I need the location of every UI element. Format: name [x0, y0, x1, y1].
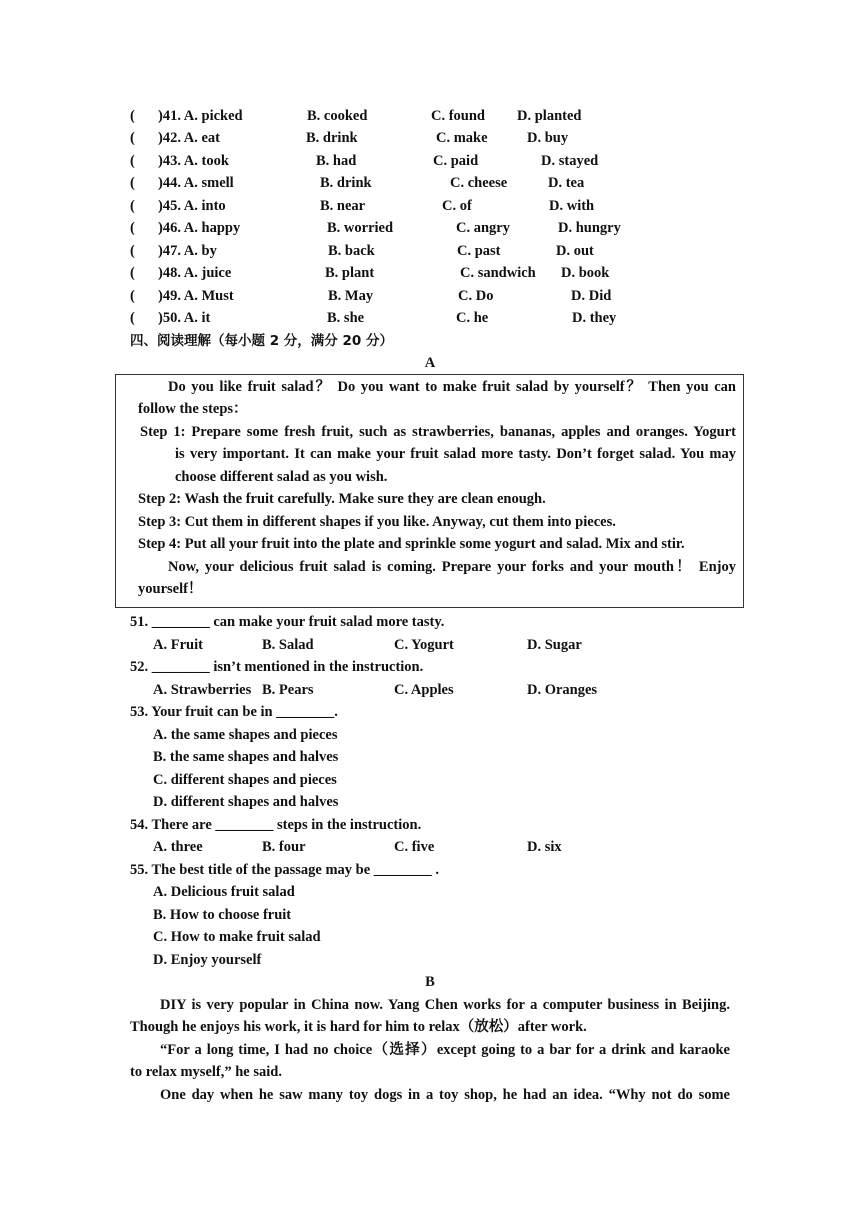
passage-b-line: DIY is very popular in China now. Yang Chen works for a computer business in Beijing.	[160, 997, 730, 1013]
passage-a-step-4: Step 4: Put all your fruit into the plate and sprinkle some yogurt and salad. Mix and stir.	[138, 536, 685, 552]
cloze-row-42	[130, 127, 730, 150]
passage-b-line: Though he enjoys his work, it is hard for him to relax（放松）after work.	[130, 1019, 587, 1035]
option-c: C. of	[442, 198, 472, 214]
question-51-option-d: D. Sugar	[527, 637, 582, 653]
option-d: D. with	[549, 198, 595, 214]
answer-bracket: (	[130, 220, 135, 236]
option-c: C. make	[436, 130, 488, 146]
question-number-option-a: )49. A. Must	[158, 288, 234, 304]
answer-bracket: (	[130, 288, 135, 304]
option-c: C. past	[457, 243, 501, 259]
passage-a-line: choose different salad as you wish.	[175, 469, 388, 485]
passage-a-line: follow the steps：	[138, 401, 248, 417]
cloze-row-43	[130, 150, 730, 173]
section-heading: 四、阅读理解（每小题 2 分，满分 20 分）	[130, 333, 393, 349]
question-53-option-d: D. different shapes and halves	[153, 794, 339, 810]
passage-b-line: to relax myself,” he said.	[130, 1064, 282, 1080]
option-b: B. worried	[327, 220, 394, 236]
question-number-option-a: )43. A. took	[158, 153, 229, 169]
question-52-option-c: C. Apples	[394, 682, 454, 698]
question-53-option-c: C. different shapes and pieces	[153, 772, 337, 788]
passage-a-step-3: Step 3: Cut them in different shapes if you like. Anyway, cut them into pieces.	[138, 514, 616, 530]
passage-a-line: Now, your delicious fruit salad is coming. Prepare your forks and your mouth！ Enjoy	[168, 559, 736, 575]
passage-b-label: B	[425, 974, 435, 990]
cloze-row-44	[130, 172, 730, 195]
question-51-stem: 51. ________ can make your fruit salad more tasty.	[130, 614, 445, 630]
cloze-row-49	[130, 285, 730, 308]
question-52-option-d: D. Oranges	[527, 682, 598, 698]
question-55-option-b: B. How to choose fruit	[153, 907, 292, 923]
option-d: D. buy	[527, 130, 569, 146]
question-54-stem: 54. There are ________ steps in the instruction.	[130, 817, 422, 833]
cloze-row-50	[130, 307, 730, 330]
option-d: D. book	[561, 265, 610, 281]
option-b: B. cooked	[307, 108, 368, 124]
question-52-option-b: B. Pears	[262, 682, 314, 698]
question-number-option-a: )41. A. picked	[158, 108, 243, 124]
answer-bracket: (	[130, 310, 135, 326]
passage-a-step-1: Step 1: Prepare some fresh fruit, such as strawberries, bananas, apples and oranges. Yogurt	[140, 424, 736, 440]
option-c: C. he	[456, 310, 489, 326]
option-d: D. Did	[571, 288, 612, 304]
question-51-option-c: C. Yogurt	[394, 637, 454, 653]
cloze-row-48	[130, 262, 730, 285]
question-55-stem: 55. The best title of the passage may be ________ .	[130, 862, 440, 878]
question-number-option-a: )42. A. eat	[158, 130, 221, 146]
question-54-option-d: D. six	[527, 839, 562, 855]
question-54-option-c: C. five	[394, 839, 435, 855]
question-53-option-a: A. the same shapes and pieces	[153, 727, 338, 743]
option-c: C. paid	[433, 153, 479, 169]
cloze-row-45	[130, 195, 730, 218]
answer-bracket: (	[130, 175, 135, 191]
passage-a-line: Do you like fruit salad？ Do you want to make fruit salad by yourself？ Then you can	[168, 379, 736, 395]
option-b: B. May	[328, 288, 374, 304]
question-number-option-a: )45. A. into	[158, 198, 226, 214]
option-b: B. near	[320, 198, 366, 214]
passage-a-label: A	[424, 355, 436, 371]
option-b: B. had	[316, 153, 357, 169]
option-d: D. hungry	[558, 220, 621, 236]
question-number-option-a: )48. A. juice	[158, 265, 232, 281]
answer-bracket: (	[130, 153, 135, 169]
question-53-stem: 53. Your fruit can be in ________.	[130, 704, 338, 720]
option-b: B. drink	[320, 175, 372, 191]
option-b: B. she	[327, 310, 365, 326]
question-55-option-c: C. How to make fruit salad	[153, 929, 321, 945]
passage-a-line: is very important. It can make your fruit salad more tasty. Don’t forget salad. You may	[175, 446, 736, 462]
passage-b-line: “For a long time, I had no choice（选择）except going to a bar for a drink and karaoke	[160, 1042, 730, 1058]
question-number-option-a: )46. A. happy	[158, 220, 241, 236]
answer-bracket: (	[130, 108, 135, 124]
question-number-option-a: )50. A. it	[158, 310, 211, 326]
answer-bracket: (	[130, 198, 135, 214]
cloze-row-47	[130, 240, 730, 263]
question-52-stem: 52. ________ isn’t mentioned in the instruction.	[130, 659, 424, 675]
question-55-option-d: D. Enjoy yourself	[153, 952, 262, 968]
option-d: D. planted	[517, 108, 582, 124]
option-d: D. tea	[548, 175, 585, 191]
question-52-option-a: A. Strawberries	[153, 682, 252, 698]
passage-b-line: One day when he saw many toy dogs in a toy shop, he had an idea. “Why not do some	[160, 1087, 730, 1103]
option-b: B. plant	[325, 265, 375, 281]
cloze-row-41	[130, 105, 730, 128]
question-number-option-a: )44. A. smell	[158, 175, 234, 191]
option-d: D. out	[556, 243, 594, 259]
option-b: B. back	[328, 243, 375, 259]
passage-a-step-2: Step 2: Wash the fruit carefully. Make sure they are clean enough.	[138, 491, 546, 507]
option-c: C. angry	[456, 220, 510, 236]
option-b: B. drink	[306, 130, 358, 146]
answer-bracket: (	[130, 130, 135, 146]
option-d: D. stayed	[541, 153, 599, 169]
option-c: C. Do	[458, 288, 494, 304]
option-c: C. cheese	[450, 175, 508, 191]
question-55-option-a: A. Delicious fruit salad	[153, 884, 295, 900]
answer-bracket: (	[130, 265, 135, 281]
answer-bracket: (	[130, 243, 135, 259]
passage-a-line: yourself！	[138, 581, 203, 597]
question-54-option-b: B. four	[262, 839, 306, 855]
question-51-option-b: B. Salad	[262, 637, 314, 653]
option-c: C. found	[431, 108, 485, 124]
question-54-option-a: A. three	[153, 839, 203, 855]
option-c: C. sandwich	[460, 265, 536, 281]
question-51-option-a: A. Fruit	[153, 637, 203, 653]
question-number-option-a: )47. A. by	[158, 243, 217, 259]
cloze-row-46	[130, 217, 730, 240]
option-d: D. they	[572, 310, 617, 326]
question-53-option-b: B. the same shapes and halves	[153, 749, 339, 765]
